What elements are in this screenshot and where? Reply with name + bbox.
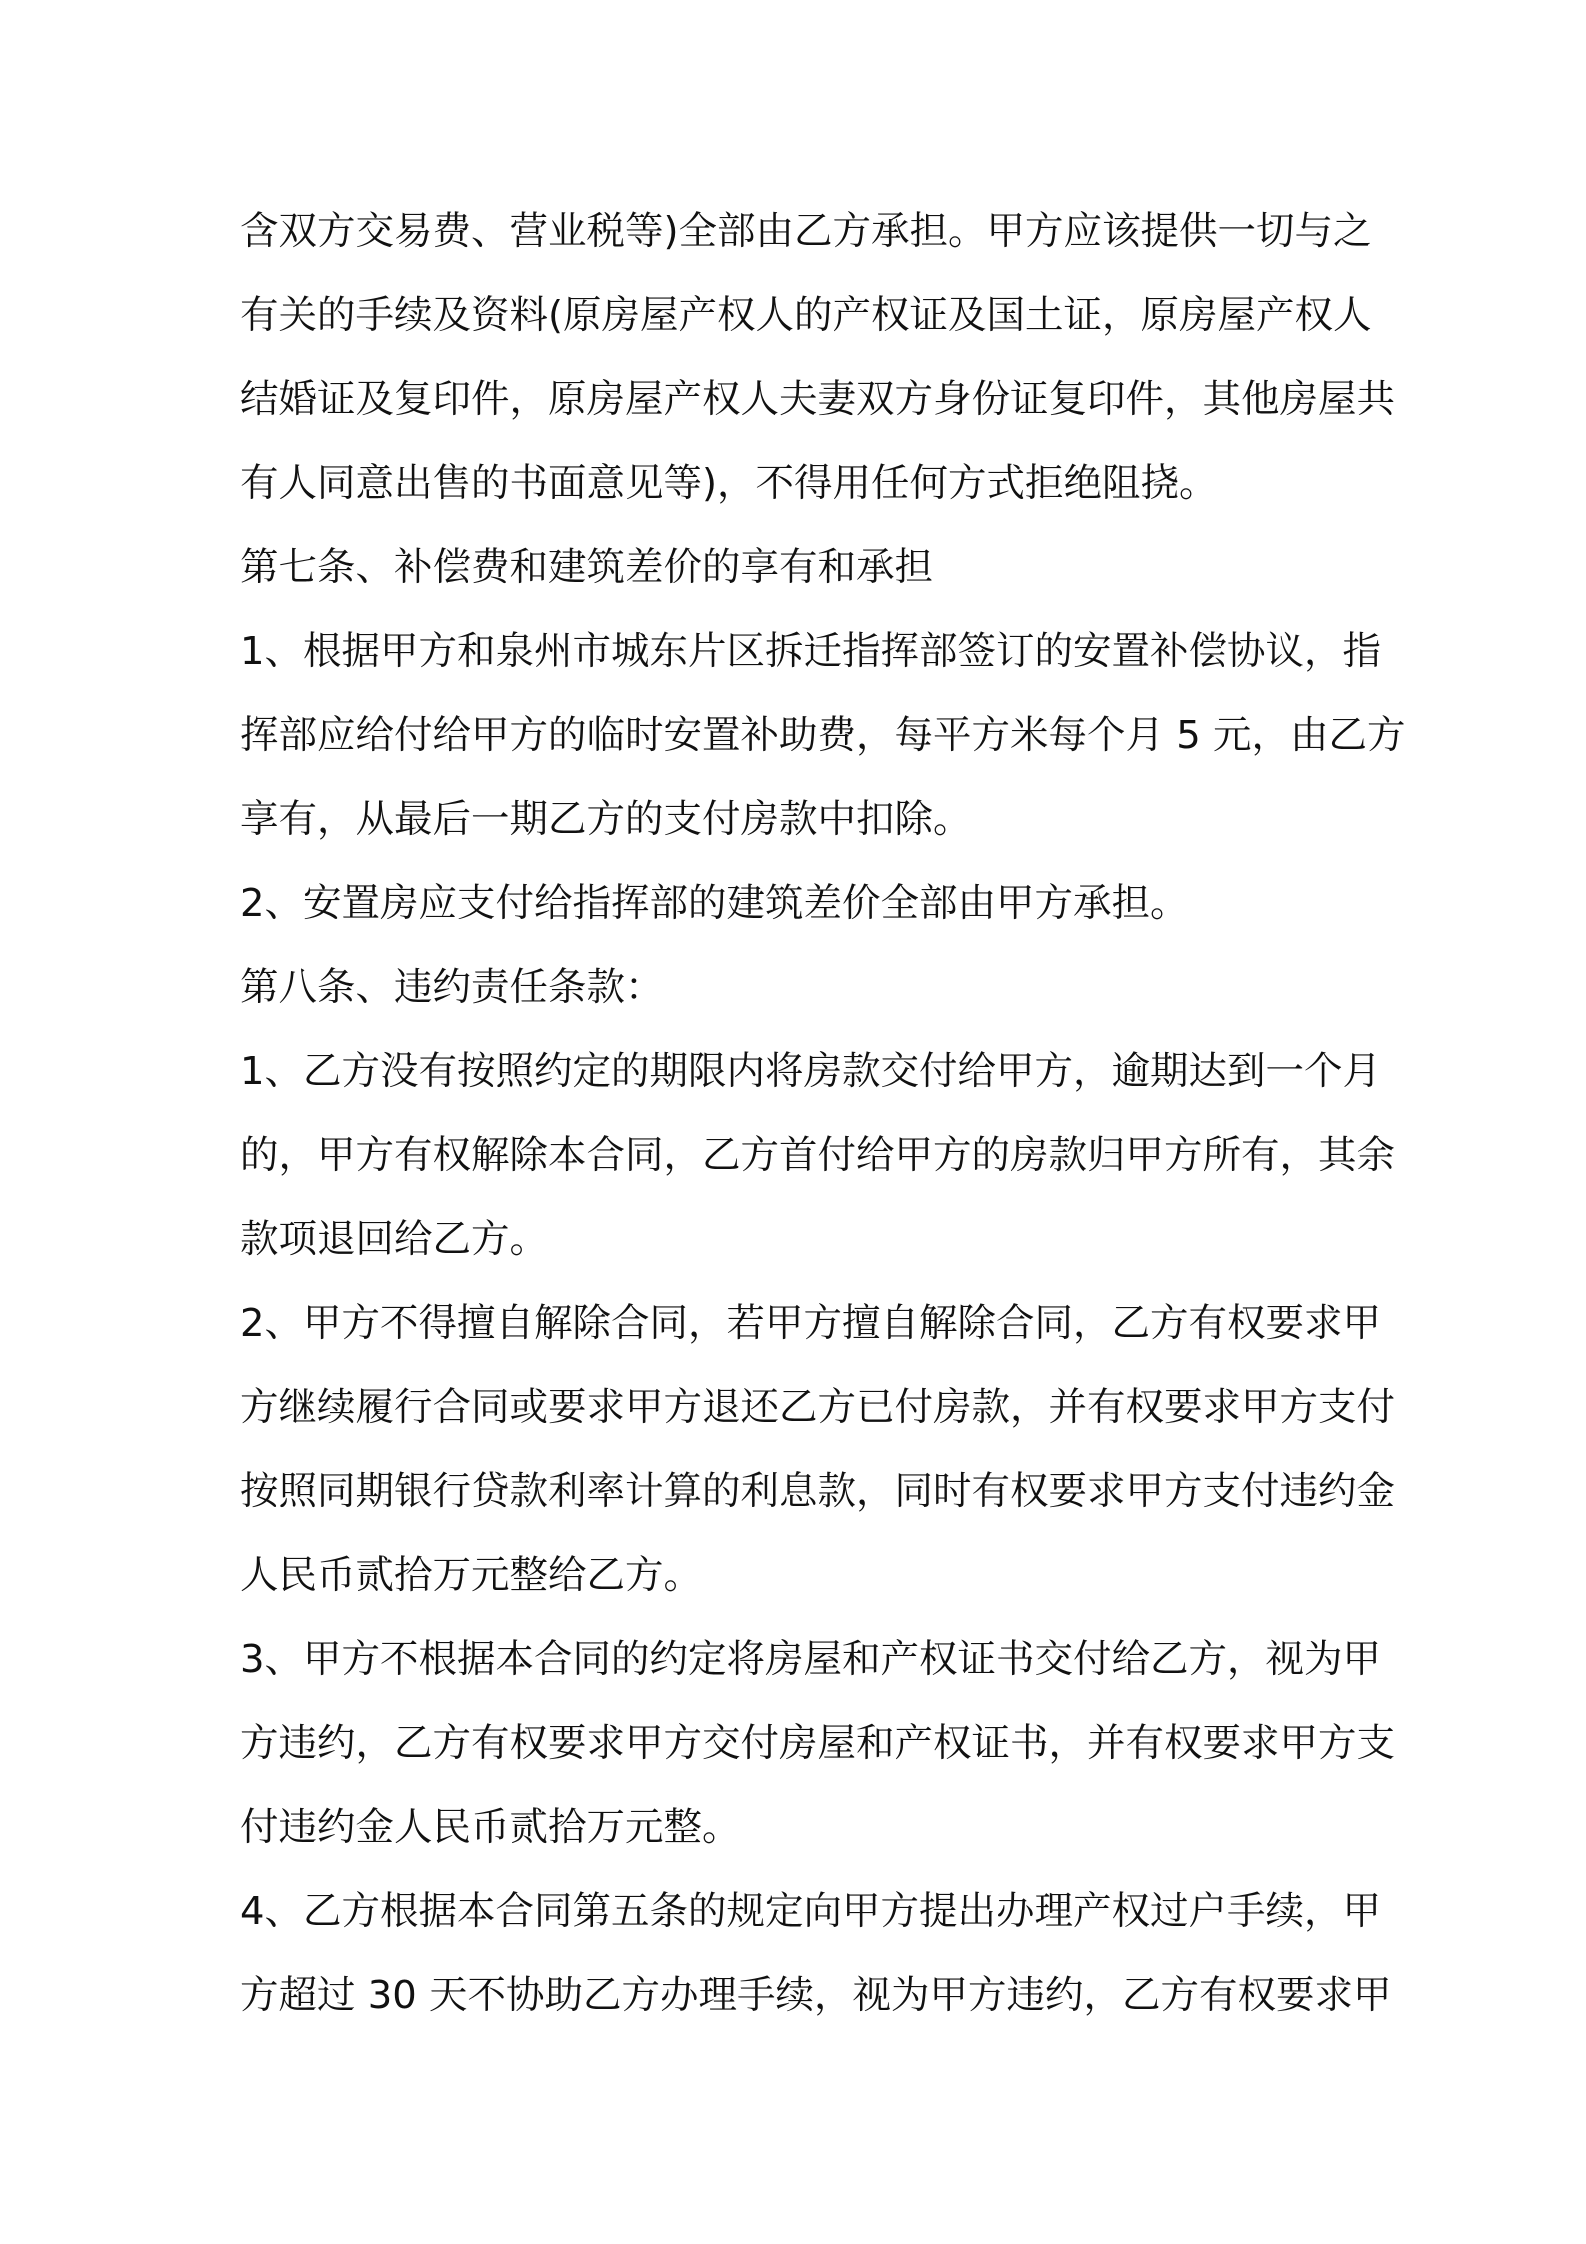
text-line-12: 的，甲方有权解除本合同，乙方首付给甲方的房款归甲方所有，其余 <box>240 1133 1396 1178</box>
article-7-heading: 第七条、补偿费和建筑差价的享有和承担 <box>240 545 934 590</box>
text-line-15: 方继续履行合同或要求甲方退还乙方已付房款，并有权要求甲方支付 <box>240 1385 1396 1430</box>
text-line-21: 4、乙方根据本合同第五条的规定向甲方提出办理产权过户手续，甲 <box>240 1889 1381 1934</box>
text-line-20: 付违约金人民币贰拾万元整。 <box>240 1805 741 1850</box>
text-line-19: 方违约，乙方有权要求甲方交付房屋和产权证书，并有权要求甲方支 <box>240 1721 1396 1766</box>
text-line-7: 挥部应给付给甲方的临时安置补助费，每平方米每个月 5 元，由乙方 <box>240 713 1406 758</box>
text-line-3: 结婚证及复印件，原房屋产权人夫妻双方身份证复印件，其他房屋共 <box>240 377 1396 422</box>
text-line-17: 人民币贰拾万元整给乙方。 <box>240 1553 703 1598</box>
article-8-heading: 第八条、违约责任条款： <box>240 965 664 1010</box>
text-line-1: 含双方交易费、营业税等)全部由乙方承担。甲方应该提供一切与之 <box>240 209 1372 254</box>
text-line-16: 按照同期银行贷款利率计算的利息款，同时有权要求甲方支付违约金 <box>240 1469 1396 1514</box>
text-line-8: 享有，从最后一期乙方的支付房款中扣除。 <box>240 797 972 842</box>
text-line-6: 1、根据甲方和泉州市城东片区拆迁指挥部签订的安置补偿协议，指 <box>240 629 1381 674</box>
text-line-22: 方超过 30 天不协助乙方办理手续，视为甲方违约，乙方有权要求甲 <box>240 1973 1392 2018</box>
text-line-13: 款项退回给乙方。 <box>240 1217 549 1262</box>
text-line-4: 有人同意出售的书面意见等)，不得用任何方式拒绝阻挠。 <box>240 461 1218 506</box>
text-line-14: 2、甲方不得擅自解除合同，若甲方擅自解除合同，乙方有权要求甲 <box>240 1301 1381 1346</box>
text-line-9: 2、安置房应支付给指挥部的建筑差价全部由甲方承担。 <box>240 881 1189 926</box>
document-body <box>240 190 1406 2038</box>
text-line-18: 3、甲方不根据本合同的约定将房屋和产权证书交付给乙方，视为甲 <box>240 1637 1381 1682</box>
text-line-11: 1、乙方没有按照约定的期限内将房款交付给甲方，逾期达到一个月 <box>240 1049 1381 1094</box>
text-line-2: 有关的手续及资料(原房屋产权人的产权证及国土证，原房屋产权人 <box>240 293 1372 338</box>
